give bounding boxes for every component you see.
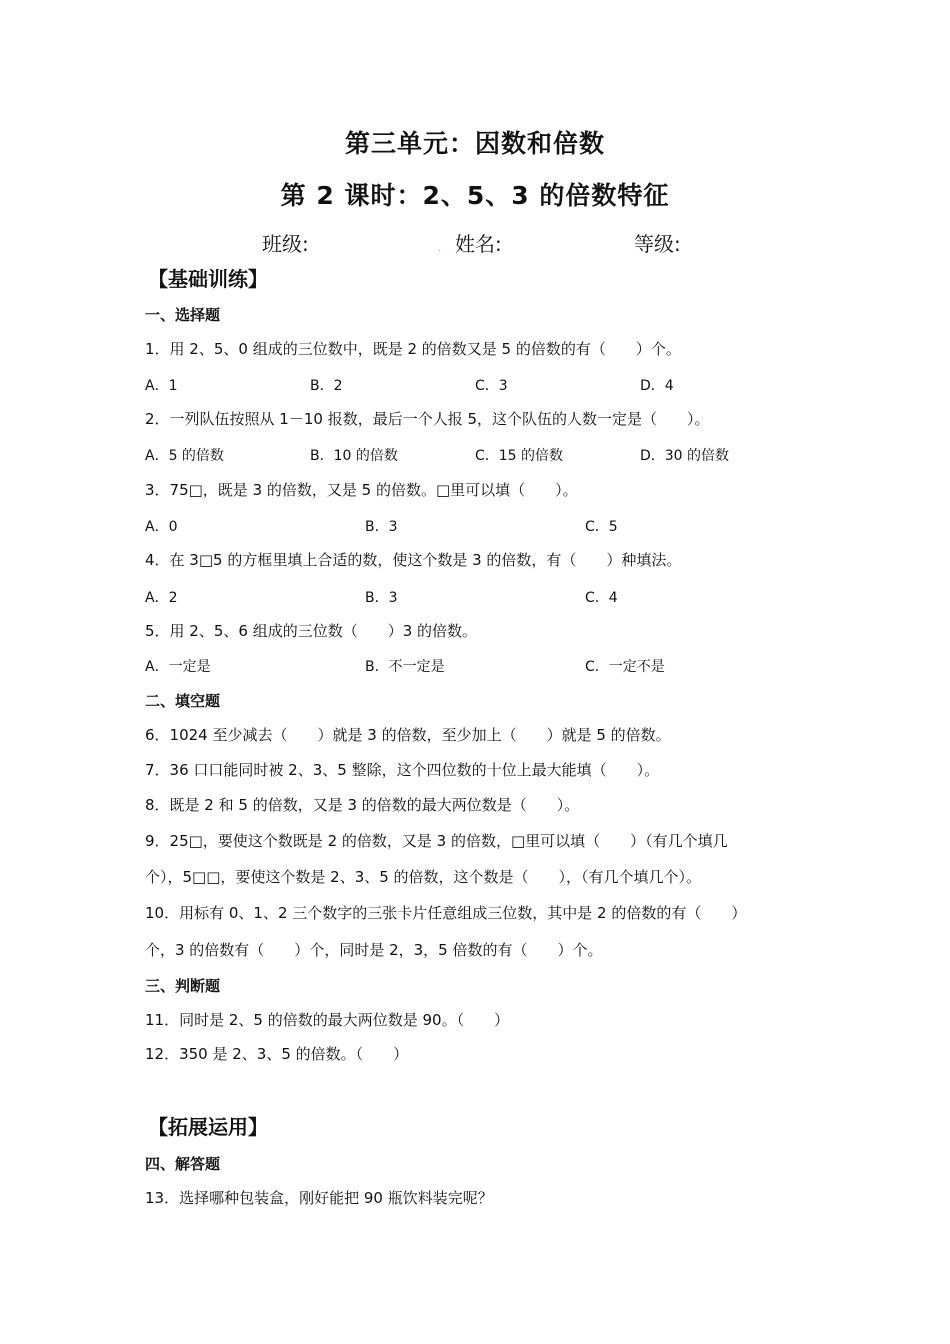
q4-option-c: C．4 [585, 590, 618, 606]
name-label: 姓名: [455, 232, 502, 256]
grade-label: 等级: [634, 232, 681, 256]
q3-option-a: A．0 [145, 519, 178, 535]
question-7: 7．36 口口能同时被 2、3、5 整除，这个四位数的十位上最大能填（ ）。 [145, 761, 660, 779]
q4-option-b: B．3 [365, 590, 398, 606]
question-8: 8．既是 2 和 5 的倍数，又是 3 的倍数的最大两位数是（ ）。 [145, 796, 580, 814]
lesson-title: 第 2 课时：2、5、3 的倍数特征 [280, 181, 670, 210]
unit-title: 第三单元：因数和倍数 [344, 129, 605, 158]
question-12: 12．350 是 2、3、5 的倍数。（ ） [145, 1045, 409, 1063]
question-1: 1．用 2、5、0 组成的三位数中，既是 2 的倍数又是 5 的倍数的有（ ）个。 [145, 340, 681, 358]
subhead-fill: 二、填空题 [145, 692, 221, 710]
q3-option-b: B．3 [365, 519, 398, 535]
q3-option-c: C．5 [585, 519, 618, 535]
q2-option-a: A．5 的倍数 [145, 448, 224, 464]
question-10-line-2: 个，3 的倍数有（ ）个，同时是 2，3，5 倍数的有（ ）个。 [145, 941, 603, 959]
q1-option-d: D．4 [640, 378, 674, 394]
section-basic: 【基础训练】 [148, 267, 268, 291]
question-6: 6．1024 至少减去（ ）就是 3 的倍数，至少加上（ ）就是 5 的倍数。 [145, 726, 671, 744]
question-9-line-2: 个），5□□，要使这个数是 2、3、5 的倍数，这个数是（ ），（有几个填几个）。 [145, 868, 702, 886]
question-2: 2．一列队伍按照从 1－10 报数，最后一个人报 5，这个队伍的人数一定是（ ）。 [145, 410, 710, 428]
q2-option-b: B．10 的倍数 [310, 448, 398, 464]
section-extend: 【拓展运用】 [148, 1115, 268, 1139]
question-9-line-1: 9．25□，要使这个数既是 2 的倍数，又是 3 的倍数，□里可以填（ ）（有几个填几 [145, 832, 728, 850]
q1-option-b: B．2 [310, 378, 343, 394]
subhead-choice: 一、选择题 [145, 306, 221, 324]
question-5: 5．用 2、5、6 组成的三位数（ ）3 的倍数。 [145, 622, 478, 640]
q1-option-c: C．3 [475, 378, 508, 394]
underline-dot: . [438, 243, 442, 254]
q1-option-a: A．1 [145, 378, 178, 394]
question-13: 13．选择哪种包装盒，刚好能把 90 瓶饮料装完呢？ [145, 1189, 493, 1207]
q2-option-c: C．15 的倍数 [475, 448, 564, 464]
subhead-judge: 三、判断题 [145, 977, 221, 995]
class-label: 班级: [262, 232, 309, 256]
q5-option-b: B．不一定是 [365, 659, 445, 675]
question-3: 3．75□，既是 3 的倍数，又是 5 的倍数。□里可以填（ ）。 [145, 481, 578, 499]
q5-option-c: C．一定不是 [585, 659, 665, 675]
question-10-line-1: 10．用标有 0、1、2 三个数字的三张卡片任意组成三位数，其中是 2 的倍数的有（ ） [145, 904, 747, 922]
q2-option-d: D．30 的倍数 [640, 448, 730, 464]
question-4: 4．在 3□5 的方框里填上合适的数，使这个数是 3 的倍数，有（ ）种填法。 [145, 551, 682, 569]
subhead-solve: 四、解答题 [145, 1155, 221, 1173]
q5-option-a: A．一定是 [145, 659, 211, 675]
question-11: 11．同时是 2、5 的倍数的最大两位数是 90。（ ） [145, 1011, 510, 1029]
q4-option-a: A．2 [145, 590, 178, 606]
